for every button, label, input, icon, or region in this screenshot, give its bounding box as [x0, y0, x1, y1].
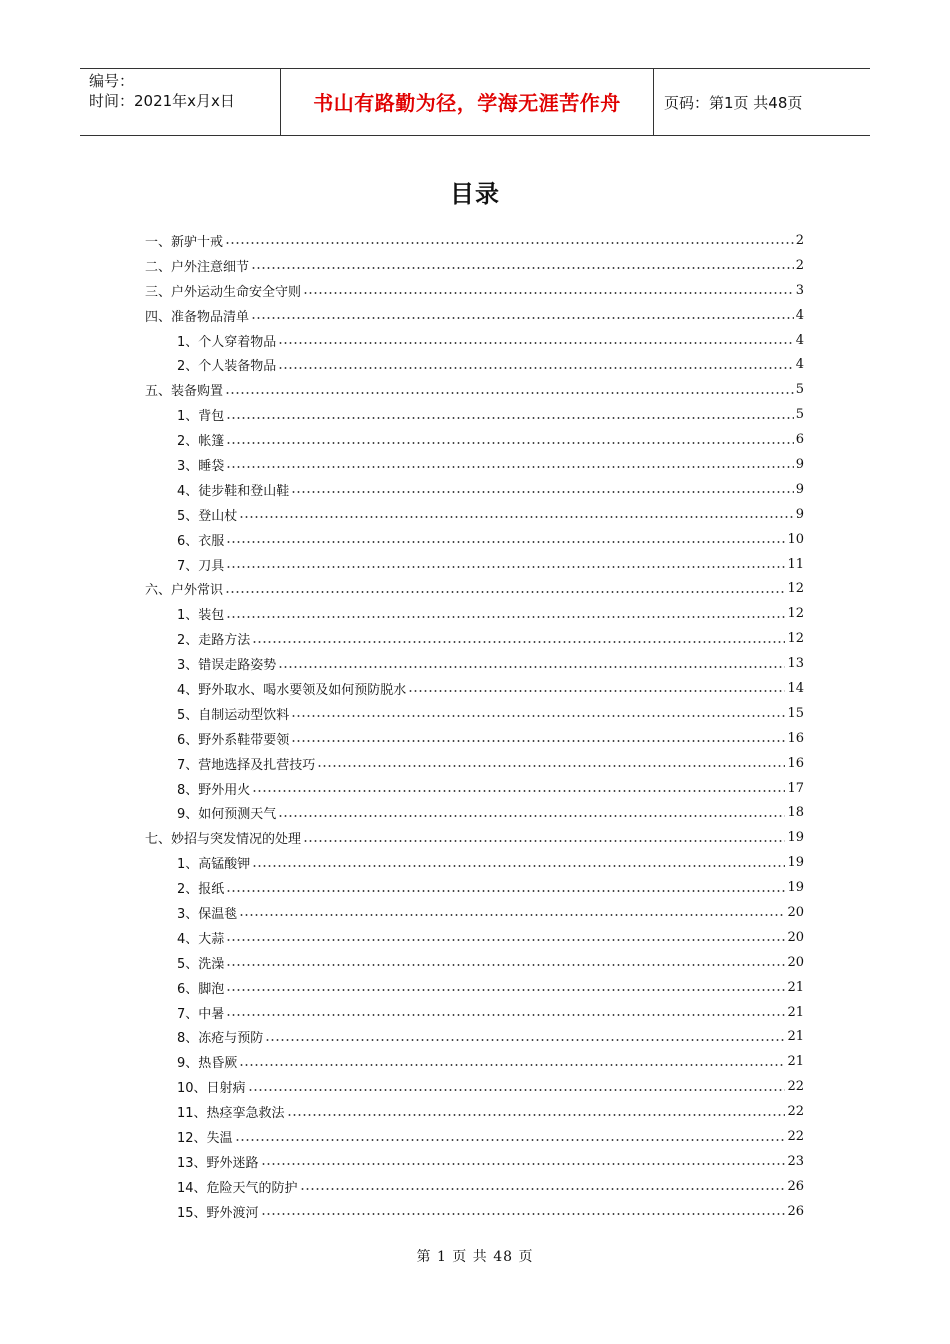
toc-entry-label: 11、热痉挛急救法: [177, 1106, 285, 1122]
toc-entry-page: 14: [787, 680, 804, 696]
toc-entry-label: 4、大蒜: [177, 931, 225, 947]
toc-entry[interactable]: [145, 950, 804, 975]
toc-dot-leader: [261, 1163, 786, 1165]
toc-entry[interactable]: [145, 402, 804, 427]
toc-entry-label: 6、衣服: [177, 533, 225, 549]
toc-dot-leader: [291, 740, 785, 742]
toc-entry[interactable]: [145, 477, 804, 502]
toc-dot-leader: [225, 591, 785, 593]
toc-entry[interactable]: [145, 975, 804, 1000]
toc-dot-leader: [300, 1188, 786, 1190]
toc-entry[interactable]: [145, 825, 804, 850]
toc-entry[interactable]: [145, 601, 804, 626]
toc-entry-label: 2、走路方法: [177, 633, 251, 649]
toc-dot-leader: [248, 1089, 786, 1091]
toc-entry-label: 5、自制运动型饮料: [177, 707, 290, 723]
toc-entry-label: 5、洗澡: [177, 956, 225, 972]
toc-entry-label: 4、野外取水、喝水要领及如何预防脱水: [177, 682, 407, 698]
toc-dot-leader: [287, 1114, 786, 1116]
toc-entry[interactable]: [145, 576, 804, 601]
toc-entry-label: 12、失温: [177, 1131, 233, 1146]
toc-dot-leader: [226, 989, 785, 991]
toc-entry[interactable]: [145, 1099, 804, 1124]
toc-entry-page: 9: [795, 456, 804, 472]
toc-entry[interactable]: [145, 1199, 804, 1224]
toc-entry-page: 26: [787, 1178, 804, 1194]
toc-entry[interactable]: [145, 303, 804, 328]
toc-dot-leader: [278, 815, 785, 817]
toc-entry-page: 21: [787, 979, 804, 995]
toc-dot-leader: [291, 715, 785, 717]
toc-dot-leader: [291, 491, 793, 493]
toc-entry[interactable]: [145, 1025, 804, 1050]
header-motto: 书山有路勤为径，学海无涯苦作舟: [281, 69, 654, 135]
toc-entry-page: 20: [787, 929, 804, 945]
toc-dot-leader: [317, 765, 785, 767]
toc-entry-page: 3: [795, 282, 804, 298]
toc-entry-label: 8、野外用火: [177, 782, 251, 798]
toc-dot-leader: [239, 1064, 785, 1066]
toc-entry-label: 1、背包: [177, 409, 225, 425]
toc-entry-page: 13: [787, 656, 804, 672]
toc-entry-label: 15、野外渡河: [177, 1205, 259, 1221]
toc-entry-label: 1、个人穿着物品: [177, 334, 277, 350]
toc-entry-page: 23: [787, 1153, 804, 1169]
toc-entry[interactable]: [145, 900, 804, 925]
toc-entry-page: 21: [787, 1004, 804, 1020]
page-title: 目录: [450, 180, 500, 208]
toc-entry-label: 7、刀具: [177, 558, 225, 574]
toc-entry-label: 1、装包: [177, 608, 225, 624]
toc-dot-leader: [303, 840, 785, 842]
toc-dot-leader: [408, 690, 785, 692]
toc-entry[interactable]: [145, 552, 804, 577]
toc-dot-leader: [226, 541, 785, 543]
toc-entry-page: 17: [787, 780, 804, 796]
toc-dot-leader: [265, 1039, 785, 1041]
toc-entry-label: 六、户外常识: [145, 583, 224, 599]
toc-entry-label: 2、个人装备物品: [177, 359, 277, 375]
toc-entry-page: 22: [787, 1104, 804, 1120]
toc-entry-page: 12: [787, 631, 804, 647]
toc-entry-label: 二、户外注意细节: [145, 259, 250, 275]
document-date-label: 时间：2021年x月x日: [89, 92, 235, 110]
header-meta-cell: [80, 69, 281, 135]
toc-entry[interactable]: [145, 352, 804, 377]
toc-dot-leader: [226, 939, 785, 941]
toc-entry[interactable]: [145, 875, 804, 900]
toc-entry-label: 3、睡袋: [177, 458, 225, 474]
toc-dot-leader: [226, 566, 785, 568]
toc-dot-leader: [235, 1139, 786, 1141]
toc-dot-leader: [226, 964, 785, 966]
toc-entry[interactable]: [145, 1174, 804, 1199]
toc-entry-page: 21: [787, 1029, 804, 1045]
toc-entry[interactable]: [145, 278, 804, 303]
toc-entry[interactable]: [145, 527, 804, 552]
toc-entry-label: 9、如何预测天气: [177, 807, 277, 823]
toc-dot-leader: [225, 242, 794, 244]
toc-entry-page: 12: [787, 606, 804, 622]
toc-entry-page: 20: [787, 904, 804, 920]
toc-entry[interactable]: [145, 427, 804, 452]
toc-entry[interactable]: [145, 377, 804, 402]
toc-entry-page: 19: [787, 830, 804, 846]
toc-dot-leader: [226, 1014, 785, 1016]
toc-dot-leader: [226, 442, 793, 444]
toc-entry[interactable]: [145, 452, 804, 477]
toc-entry-page: 4: [795, 307, 804, 323]
toc-entry-label: 10、日射病: [177, 1081, 246, 1097]
toc-dot-leader: [261, 1213, 786, 1215]
toc-entry-label: 四、准备物品清单: [145, 309, 250, 325]
toc-entry[interactable]: [145, 776, 804, 801]
toc-entry[interactable]: [145, 850, 804, 875]
toc-dot-leader: [226, 466, 793, 468]
toc-entry-label: 2、帐篷: [177, 434, 225, 450]
toc-entry-label: 14、危险天气的防护: [177, 1180, 298, 1196]
toc-entry-page: 5: [795, 407, 804, 423]
toc-entry-label: 13、野外迷路: [177, 1155, 259, 1171]
toc-entry-page: 16: [787, 755, 804, 771]
table-of-contents: [145, 228, 804, 1224]
toc-entry-page: 4: [795, 332, 804, 348]
toc-entry-label: 7、中暑: [177, 1006, 225, 1022]
toc-entry[interactable]: [145, 502, 804, 527]
toc-dot-leader: [251, 267, 794, 269]
toc-dot-leader: [252, 641, 785, 643]
toc-entry-page: 2: [795, 257, 804, 273]
toc-dot-leader: [239, 914, 785, 916]
document-header: [80, 68, 870, 136]
toc-dot-leader: [278, 367, 793, 369]
toc-entry-label: 2、报纸: [177, 882, 225, 898]
toc-entry[interactable]: [145, 228, 804, 253]
toc-entry-label: 7、营地选择及扎营技巧: [177, 757, 316, 773]
toc-entry[interactable]: [145, 1124, 804, 1149]
toc-entry-label: 4、徒步鞋和登山鞋: [177, 483, 290, 499]
toc-entry-page: 21: [787, 1054, 804, 1070]
toc-entry[interactable]: [145, 676, 804, 701]
toc-entry-label: 1、高锰酸钾: [177, 857, 251, 873]
toc-entry[interactable]: [145, 1149, 804, 1174]
toc-entry-page: 18: [787, 805, 804, 821]
toc-entry[interactable]: [145, 651, 804, 676]
toc-entry-label: 8、冻疮与预防: [177, 1031, 264, 1047]
toc-dot-leader: [278, 342, 793, 344]
toc-entry[interactable]: [145, 726, 804, 751]
toc-entry[interactable]: [145, 1000, 804, 1025]
toc-entry-page: 22: [787, 1129, 804, 1144]
toc-entry-page: 16: [787, 730, 804, 746]
toc-entry-page: 22: [787, 1079, 804, 1095]
toc-dot-leader: [252, 865, 785, 867]
toc-dot-leader: [226, 890, 785, 892]
toc-entry-label: 五、装备购置: [145, 384, 224, 400]
toc-entry-label: 5、登山杖: [177, 508, 238, 524]
toc-entry-page: 19: [787, 880, 804, 896]
toc-dot-leader: [226, 417, 793, 419]
toc-entry-page: 2: [795, 232, 804, 248]
toc-entry[interactable]: [145, 328, 804, 353]
toc-entry[interactable]: [145, 1074, 804, 1099]
toc-entry-page: 10: [787, 531, 804, 547]
toc-dot-leader: [252, 790, 785, 792]
toc-entry-label: 一、新驴十戒: [145, 234, 224, 250]
toc-dot-leader: [239, 516, 793, 518]
toc-dot-leader: [278, 666, 785, 668]
toc-entry-label: 七、妙招与突发情况的处理: [145, 832, 302, 848]
toc-entry-page: 26: [787, 1203, 804, 1219]
toc-entry[interactable]: [145, 253, 804, 278]
toc-entry-page: 5: [795, 382, 804, 398]
page-footer: 第 1 页 共 48 页: [416, 1249, 534, 1265]
toc-dot-leader: [303, 292, 794, 294]
toc-entry-label: 6、脚泡: [177, 981, 225, 997]
toc-entry-page: 19: [787, 855, 804, 871]
toc-entry-label: 三、户外运动生命安全守则: [145, 284, 302, 300]
toc-entry-page: 4: [795, 357, 804, 373]
toc-entry-page: 11: [787, 556, 804, 572]
toc-entry-page: 9: [795, 506, 804, 522]
toc-entry[interactable]: [145, 1049, 804, 1074]
toc-entry-page: 9: [795, 481, 804, 497]
toc-entry-page: 15: [787, 705, 804, 721]
toc-entry[interactable]: [145, 751, 804, 776]
toc-entry-page: 12: [787, 581, 804, 597]
toc-entry[interactable]: [145, 701, 804, 726]
toc-entry-label: 9、热昏厥: [177, 1056, 238, 1072]
toc-entry-page: 6: [795, 432, 804, 448]
toc-entry-page: 20: [787, 954, 804, 970]
toc-dot-leader: [226, 616, 785, 618]
toc-entry-label: 3、错误走路姿势: [177, 658, 277, 674]
toc-entry[interactable]: [145, 626, 804, 651]
header-page-info: 页码：第1页 共48页: [664, 94, 803, 112]
toc-dot-leader: [225, 392, 794, 394]
toc-entry-label: 6、野外系鞋带要领: [177, 732, 290, 748]
toc-entry[interactable]: [145, 925, 804, 950]
toc-entry-label: 3、保温毯: [177, 906, 238, 922]
document-number-label: 编号：: [89, 72, 135, 90]
toc-dot-leader: [251, 317, 794, 319]
toc-entry[interactable]: [145, 800, 804, 825]
